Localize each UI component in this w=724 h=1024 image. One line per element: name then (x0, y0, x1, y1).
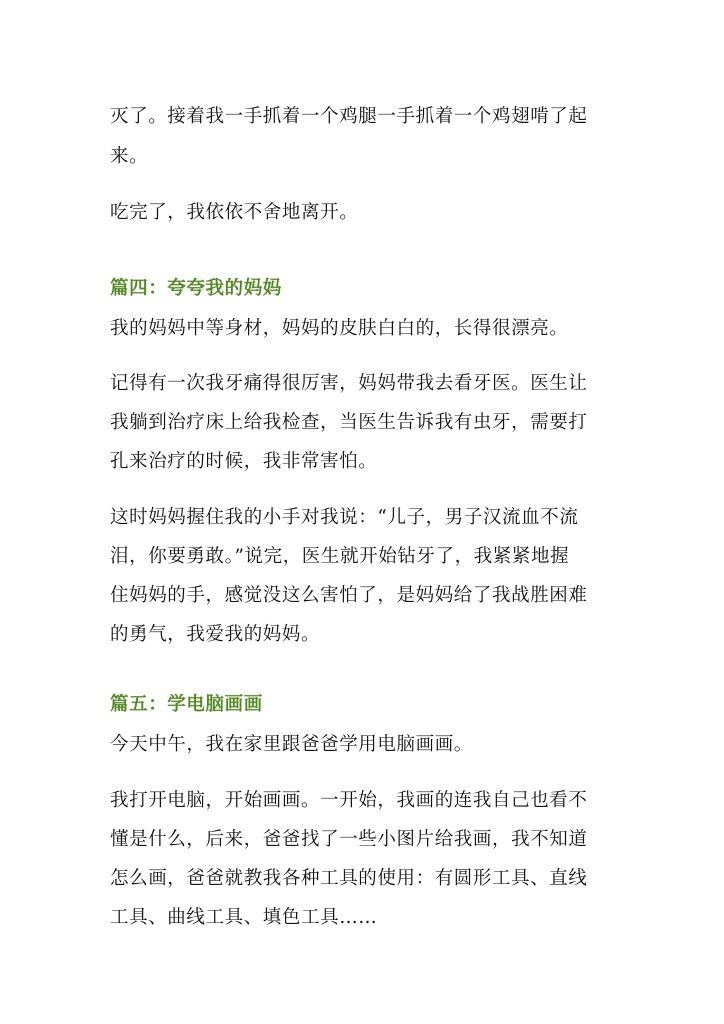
section-heading-4: 篇四：夸夸我的妈妈 (110, 278, 282, 299)
paragraph-line: 工具、曲线工具、填色工具…… (110, 907, 378, 928)
paragraph-line: 今天中午，我在家里跟爸爸学用电脑画画。 (110, 734, 473, 755)
paragraph-line: 住妈妈的手，感觉没这么害怕了，是妈妈给了我战胜困难 (110, 585, 588, 606)
intro-line: 灭了。接着我一手抓着一个鸡腿一手抓着一个鸡翅啃了起 (110, 106, 588, 127)
paragraph-line: 孔来治疗的时候，我非常害怕。 (110, 451, 378, 472)
paragraph-line: 怎么画，爸爸就教我各种工具的使用：有圆形工具、直线 (110, 868, 588, 889)
intro-line: 来。 (110, 146, 149, 167)
paragraph-line: 的勇气，我爱我的妈妈。 (110, 624, 321, 645)
paragraph-line: 我躺到治疗床上给我检查，当医生告诉我有虫牙，需要打 (110, 412, 588, 433)
paragraph-line: 我打开电脑，开始画画。一开始，我画的连我自己也看不 (110, 790, 588, 811)
paragraph-line: 记得有一次我牙痛得很厉害，妈妈带我去看牙医。医生让 (110, 373, 588, 394)
paragraph-line: 泪，你要勇敢。”说完，医生就开始钻牙了，我紧紧地握 (110, 546, 570, 567)
intro-closing: 吃完了，我依依不舍地离开。 (110, 202, 359, 223)
paragraph-line: 这时妈妈握住我的小手对我说：“儿子，男子汉流血不流 (110, 507, 579, 528)
section-heading-5: 篇五：学电脑画画 (110, 694, 263, 715)
paragraph-line: 我的妈妈中等身材，妈妈的皮肤白白的，长得很漂亮。 (110, 318, 569, 339)
paragraph-line: 懂是什么，后来，爸爸找了一些小图片给我画，我不知道 (110, 829, 588, 850)
